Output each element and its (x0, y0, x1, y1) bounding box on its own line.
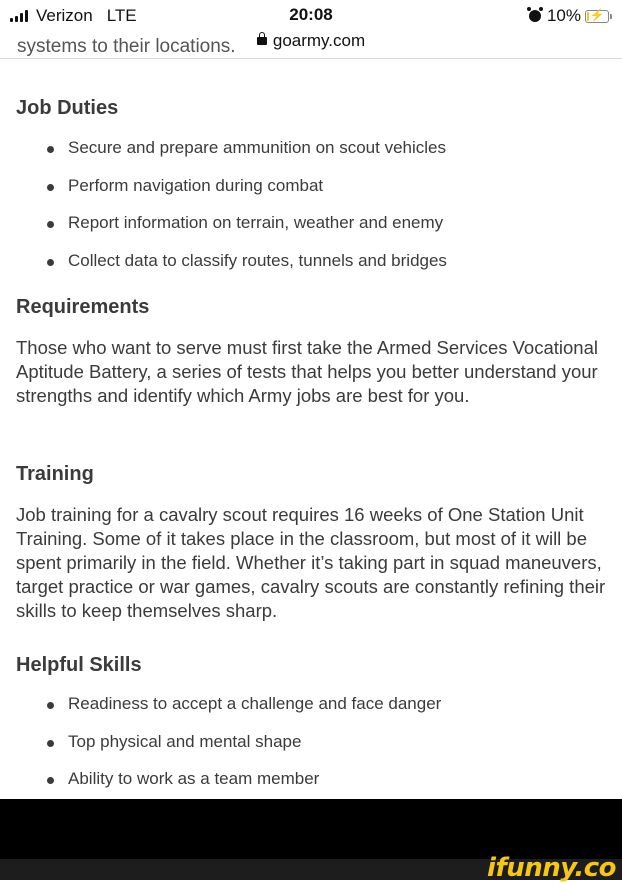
battery-percent: 10% (546, 6, 581, 25)
clock: 20:08 (289, 5, 333, 24)
list-item: Secure and prepare ammunition on scout vehicles (68, 138, 446, 157)
list-item: Ability to work as a team member (68, 769, 320, 788)
list-item: Top physical and mental shape (68, 732, 302, 751)
charging-bolt-icon: ⚡ (589, 7, 605, 22)
training-heading: Training (16, 463, 94, 485)
list-item: Collect data to classify routes, tunnels and bridges (68, 251, 447, 270)
battery-tip (610, 14, 612, 19)
requirements-heading: Requirements (16, 296, 150, 318)
list-item: Report information on terrain, weather and enemy (68, 213, 444, 232)
list-item: Perform navigation during combat (68, 176, 324, 195)
url-text: goarmy.com (272, 31, 366, 50)
training-text: Job training for a cavalry scout requires 16 weeks of One Station Unit Training. Some of it takes place in the classroom, but most of it will be spent primarily in the field. Whether it’s taking part in squad maneuvers, target practice or war games, cavalry scouts are constantly refining their skills to keep themselves sharp. (16, 504, 606, 621)
battery-icon (585, 7, 609, 23)
helpful-skills-heading: Helpful Skills (16, 654, 142, 676)
clipped-text: systems to their locations. (17, 36, 236, 57)
list-item: Readiness to accept a challenge and face danger (68, 694, 442, 713)
job-duties-heading: Job Duties (16, 97, 119, 119)
network-type: LTE (106, 6, 137, 25)
requirements-text: Those who want to serve must first take the Armed Services Vocational Aptitude Battery, a series of tests that helps you better understand your strengths and identify which Army jobs are best for you. (16, 337, 598, 406)
carrier-name: Verizon (36, 6, 93, 25)
ifunny-watermark: ifunny.co (487, 853, 616, 883)
clipped-previous-text (17, 36, 317, 58)
alarm-icon (529, 10, 541, 22)
status-right (529, 6, 612, 26)
